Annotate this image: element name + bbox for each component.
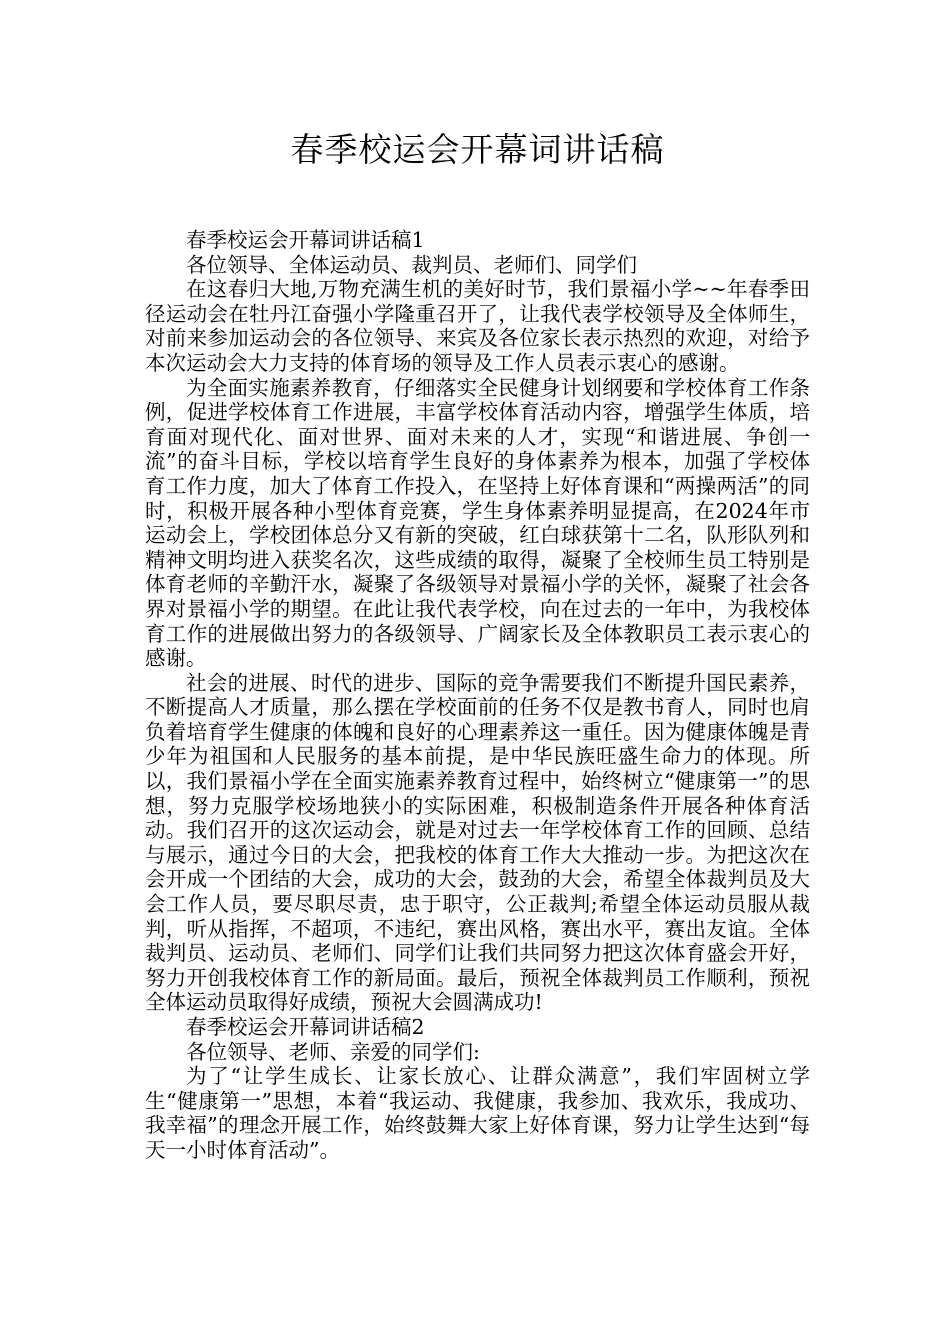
document-page	[145, 128, 810, 1163]
paragraph-health-first: 为了“让学生成长、让家长放心、让群众满意”，我们牢固树立学生“健康第一”思想，本着“我运动、我健康，我参加、我欢乐，我成功、我幸福”的理念开展工作，始终鼓舞大家上好体育课，努力让学生达到“每天一小时体育活动”。	[145, 1064, 810, 1162]
document-body	[145, 228, 810, 1163]
salutation-1: 各位领导、全体运动员、裁判员、老师们、同学们	[186, 252, 637, 277]
paragraph-mission: 社会的进展、时代的进步、国际的竞争需要我们不断提升国民素养，不断提高人才质量，那么摆在学校面前的任务不仅是教书育人，同时也肩负着培育学生健康的体魄和良好的心理素养这一重任。因为健康体魄是青少年为祖国和人民服务的基本前提，是中华民族旺盛生命力的体现。所以，我们景福小学在全面实施素养教育过程中，始终树立“健康第一”的思想，努力克服学校场地狭小的实际困难，积极制造条件开展各种体育活动。我们召开的这次运动会，就是对过去一年学校体育工作的回顾、总结与展示，通过今日的大会，把我校的体育工作大大推动一步。为把这次在会开成一个团结的大会，成功的大会，鼓劲的大会，希望全体裁判员及大会工作人员，要尽职尽责，忠于职守，公正裁判;希望全体运动员服从裁判，听从指挥，不超项，不违纪，赛出风格，赛出水平，赛出友谊。全体裁判员、运动员、老师们、同学们让我们共同努力把这次体育盛会开好，努力开创我校体育工作的新局面。最后，预祝全体裁判员工作顺利，预祝全体运动员取得好成绩，预祝大会圆满成功!	[145, 670, 810, 1015]
section-heading-1: 春季校运会开幕词讲话稿1	[186, 228, 425, 252]
document-title: 春季校运会开幕词讲话稿	[290, 130, 665, 169]
section-heading-2: 春季校运会开幕词讲话稿2	[186, 1015, 425, 1039]
salutation-2: 各位领导、老师、亲爱的同学们:	[186, 1039, 480, 1064]
paragraph-achievements: 为全面实施素养教育，仔细落实全民健身计划纲要和学校体育工作条例，促进学校体育工作进展，丰富学校体育活动内容，增强学生体质，培育面对现代化、面对世界、面对未来的人才，实现“和谐进展、争创一流”的奋斗目标，学校以培育学生良好的身体素养为根本，加强了学校体育工作力度，加大了体育工作投入，在坚持上好体育课和“两操两活”的同时，积极开展各种小型体育竞赛，学生身体素养明显提高，在2024年市运动会上，学校团体总分又有新的突破，红白球获第十二名，队形队列和精神文明均进入获奖名次，这些成绩的取得，凝聚了全校师生员工特别是体育老师的辛勤汗水，凝聚了各级领导对景福小学的关怀，凝聚了社会各界对景福小学的期望。在此让我代表学校，向在过去的一年中，为我校体育工作的进展做出努力的各级领导、广阔家长及全体教职员工表示衷心的感谢。	[145, 375, 810, 671]
paragraph-welcome: 在这春归大地,万物充满生机的美好时节，我们景福小学~~年春季田径运动会在牡丹江奋强小学隆重召开了，让我代表学校领导及全体师生，对前来参加运动会的各位领导、来宾及各位家长表示热烈的欢迎，对给予本次运动会大力支持的体育场的领导及工作人员表示衷心的感谢。	[145, 277, 810, 375]
